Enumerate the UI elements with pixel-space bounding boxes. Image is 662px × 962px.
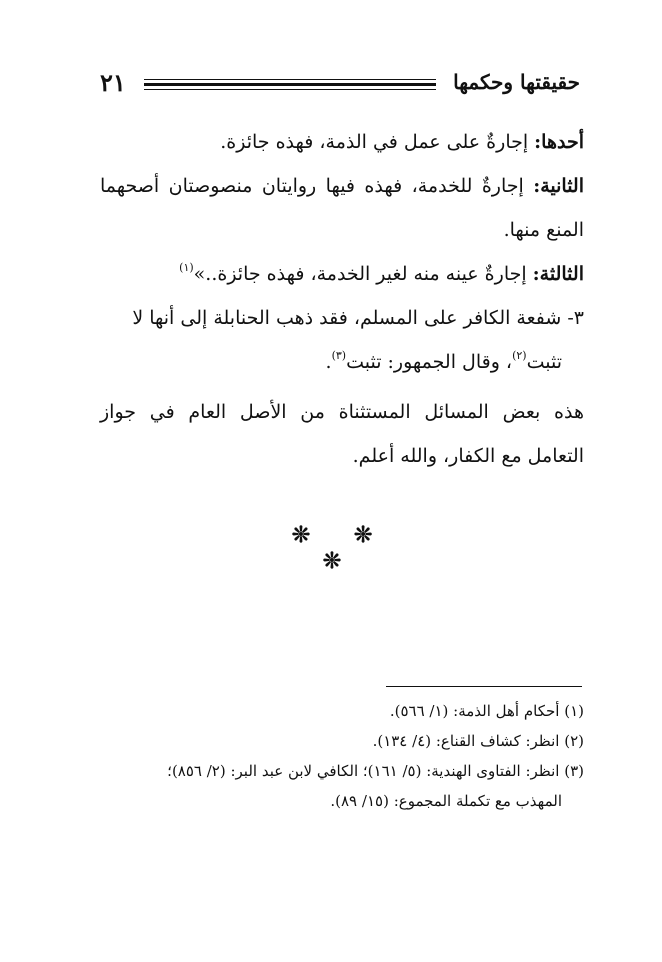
- footnotes: [100, 696, 584, 816]
- paragraph-label: أحدها:: [534, 131, 584, 153]
- page-header: [100, 66, 580, 106]
- paragraph-conclusion: هذه بعض المسائل المستثناة من الأصل العام في جواز التعامل مع الكفار، والله أعلم.: [100, 401, 584, 467]
- paragraph-third: [100, 252, 584, 296]
- section-separator: ❊ ❊ ❊: [291, 522, 391, 574]
- item-number: ٣-: [567, 307, 584, 329]
- main-text: [100, 120, 584, 478]
- footnote-ref: (٢): [512, 349, 527, 362]
- numbered-item: [100, 296, 584, 384]
- paragraph-text: إجارةٌ عينه منه لغير الخدمة، فهذه جائزة..»: [193, 263, 533, 285]
- header-rule: [144, 83, 436, 86]
- running-title: حقيقتها وحكمها: [453, 70, 580, 94]
- paragraph-text: إجارةٌ على عمل في الذمة، فهذه جائزة.: [220, 131, 535, 153]
- footnote-rule: [386, 686, 582, 687]
- footnote-continuation: المهذب مع تكملة المجموع: (١٥/ ٨٩).: [330, 792, 562, 810]
- footnote-2: (٢) انظر: كشاف القناع: (٤/ ١٣٤).: [372, 732, 584, 750]
- item-text: .: [325, 351, 332, 373]
- footnote-3: [100, 756, 584, 816]
- footnote-ref: (٣): [331, 349, 347, 362]
- item-text: شفعة الكافر على المسلم، فقد ذهب الحنابلة إلى أنها لا: [132, 307, 568, 329]
- item-text: ، وقال الجمهور: تثبت: [346, 351, 513, 373]
- paragraph-label: الثالثة:: [532, 263, 584, 285]
- paragraph-second: [100, 164, 584, 252]
- footnote-1: (١) أحكام أهل الذمة: (١/ ٥٦٦).: [389, 702, 584, 720]
- paragraph-text: إجارةٌ للخدمة، فهذه فيها روايتان منصوصتان أصحهما المنع منها.: [100, 175, 584, 241]
- footnote-ref: (١): [179, 261, 194, 274]
- page-number: ٢١: [100, 68, 126, 97]
- paragraph-first: [100, 120, 584, 164]
- item-continuation: [100, 340, 584, 384]
- item-text: تثبت: [526, 351, 562, 373]
- paragraph-label: الثانية:: [533, 175, 584, 197]
- footnote-text: (٣) انظر: الفتاوى الهندية: (٥/ ١٦١)؛ الكافي لابن عبد البر: (٢/ ٨٥٦)؛: [167, 762, 584, 780]
